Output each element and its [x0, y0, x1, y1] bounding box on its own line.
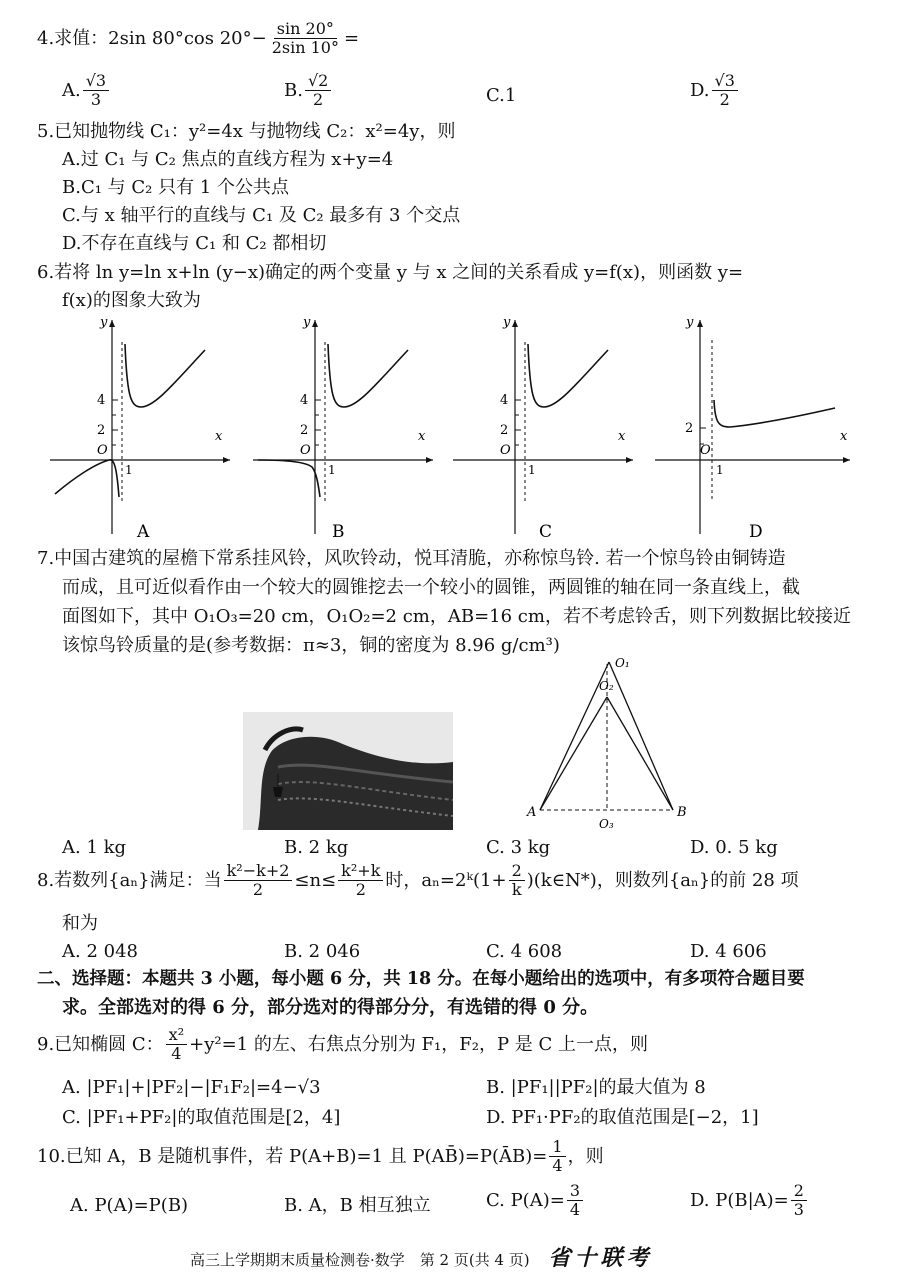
y-axis-arrow — [697, 320, 703, 327]
q4-option-b: B. $\frac{√2}{2}$ — [284, 72, 333, 110]
label-origin: O — [97, 443, 108, 458]
label-2: 2 — [97, 423, 106, 438]
label-1: 1 — [328, 463, 336, 477]
curve-left — [258, 460, 320, 497]
label-4: 4 — [500, 393, 509, 408]
label-a: A — [527, 805, 537, 820]
label-y: y — [686, 315, 694, 330]
curve-right — [125, 344, 205, 407]
q7-line2: 而成，且可近似看作由一个较大的圆锥挖去一个较小的圆锥，两圆锥的轴在同一条直线上，截 — [62, 577, 800, 598]
label-4: 4 — [300, 393, 309, 408]
section2-line2: 求。全部选对的得 6 分，部分选对的得部分分，有选错的得 0 分。 — [62, 997, 599, 1018]
q6-stem-line2: f(x)的图象大致为 — [62, 290, 201, 311]
label-2: 2 — [500, 423, 509, 438]
q8-option-d: D. 4 606 — [690, 941, 767, 962]
x-axis-arrow — [843, 457, 850, 463]
q7-option-d: D. 0. 5 kg — [690, 837, 778, 858]
q9-stem: 9.已知椭圆 C： $\frac{\text{x²}}{4}$ +y²=1 的左、右焦点分别为 F₁，F₂，P 是 C 上一点，则 — [37, 1025, 649, 1064]
x-axis-arrow — [426, 457, 433, 463]
eaves-photo — [243, 712, 453, 830]
q9-option-c: C. |PF₁+PF₂|的取值范围是[2，4] — [62, 1107, 341, 1128]
q10-option-d: D. P(B|A)= $\frac{2}{3}$ — [690, 1182, 809, 1220]
graph-label: B — [332, 522, 345, 542]
label-1: 1 — [716, 463, 724, 477]
x-axis-arrow — [223, 457, 230, 463]
q7-option-a: A. 1 kg — [62, 837, 127, 858]
q6-graph-c — [448, 312, 638, 542]
q6-graph-b — [248, 312, 438, 542]
label-4: 4 — [97, 393, 106, 408]
curve-right — [528, 344, 608, 407]
q9-option-b: B. |PF₁||PF₂|的最大值为 8 — [486, 1077, 706, 1098]
q9-option-d: D. PF₁·PF₂的取值范围是[−2，1] — [486, 1107, 759, 1128]
q4-stem-text: 4.求值：2sin 80°cos 20°− — [37, 27, 267, 49]
y-axis-arrow — [312, 320, 318, 327]
cone-diagram — [525, 652, 705, 832]
outer-right-edge — [609, 662, 673, 810]
q5-option-d: D.不存在直线与 C₁ 和 C₂ 都相切 — [62, 233, 327, 254]
footer-text: 高三上学期期末质量检测卷·数学 第 2 页(共 4 页) — [190, 1251, 530, 1269]
label-y: y — [503, 315, 511, 330]
q6-stem-line1: 6.若将 ln y=ln x+ln (y−x)确定的两个变量 y 与 x 之间的关系看成 y=f(x)，则函数 y= — [37, 262, 744, 283]
curve-right — [328, 344, 408, 407]
label-1: 1 — [125, 463, 133, 477]
q5-stem: 5.已知抛物线 C₁：y²=4x 与抛物线 C₂：x²=4y，则 — [37, 121, 456, 142]
y-axis-arrow — [512, 320, 518, 327]
q7-line3: 面图如下，其中 O₁O₃=20 cm，O₁O₂=2 cm，AB=16 cm，若不考虑铃舌，则下列数据比较接近 — [62, 606, 851, 627]
label-origin: O — [300, 443, 311, 458]
q5-option-b: B.C₁ 与 C₂ 只有 1 个公共点 — [62, 177, 289, 198]
q5-option-c: C.与 x 轴平行的直线与 C₁ 及 C₂ 最多有 3 个交点 — [62, 205, 461, 226]
section2-line1: 二、选择题：本题共 3 小题，每小题 6 分，共 18 分。在每小题给出的选项中，有多项符合题目要 — [37, 969, 805, 989]
q4-option-d: D. $\frac{√3}{2}$ — [690, 72, 740, 110]
label-y: y — [303, 315, 311, 330]
label-y: y — [100, 315, 108, 330]
x-axis-arrow — [626, 457, 633, 463]
q10-stem: 10.已知 A，B 是随机事件，若 P(A+B)=1 且 P(AB̄)=P(ĀB)= $\frac{1}{4}$ ，则 — [37, 1137, 604, 1176]
q8-line2: 和为 — [62, 913, 98, 934]
curve-right — [714, 400, 835, 427]
label-o2: O₂ — [599, 679, 614, 693]
q6-graph-d — [650, 312, 855, 542]
label-o3: O₃ — [599, 817, 614, 831]
y-axis-arrow — [109, 320, 115, 327]
label-x: x — [618, 429, 626, 444]
label-1: 1 — [528, 463, 536, 477]
q10-option-b: B. A，B 相互独立 — [284, 1195, 431, 1216]
q5-option-a: A.过 C₁ 与 C₂ 焦点的直线方程为 x+y=4 — [62, 149, 394, 170]
q7-line1: 7.中国古建筑的屋檐下常系挂风铃，风吹铃动，悦耳清脆，亦称惊鸟铃. 若一个惊鸟铃由铜铸造 — [37, 548, 786, 569]
label-origin: O — [500, 443, 511, 458]
q8-option-a: A. 2 048 — [62, 941, 138, 962]
graph-label: C — [539, 522, 553, 542]
q4-fraction: $\frac{\sin 20^\circ}{2\sin 10^\circ}$ — [271, 19, 339, 58]
q4-stem: 4.求值：2sin 80°cos 20°− $\frac{\sin 20^\circ}{2\sin 10^\circ}$ = — [37, 19, 360, 58]
q6-graph-a — [45, 312, 235, 542]
label-x: x — [840, 429, 848, 444]
q4-option-a: A. $\frac{√3}{3}$ — [62, 72, 111, 110]
q10-option-c: C. P(A)= $\frac{3}{4}$ — [486, 1182, 585, 1220]
q4-option-c: C.1 — [486, 85, 517, 106]
q7-option-c: C. 3 kg — [486, 837, 551, 858]
inner-left-edge — [540, 697, 607, 810]
q9-option-a: A. |PF₁|+|PF₂|−|F₁F₂|=4−√3 — [62, 1077, 321, 1098]
q7-line4: 该惊鸟铃质量的是(参考数据：π≈3，铜的密度为 8.96 g/cm³) — [62, 635, 560, 656]
q8-stem: 8.若数列{aₙ}满足：当 $\frac{\text{k²−k+2}}{2}$ ≤n≤ $\frac{\text{k²+k}}{2}$ 时，aₙ=2ᵏ(1+ $\frac{2}{k}$ )(k∈N*)，则数列{aₙ}的前 28 项 — [37, 861, 799, 900]
graph-label: A — [137, 522, 150, 542]
label-o1: O₁ — [615, 656, 630, 670]
footer-brand: 省十联考 — [548, 1245, 653, 1271]
footer — [190, 1244, 652, 1273]
label-2: 2 — [300, 423, 309, 438]
label-origin: O — [700, 443, 711, 458]
graph-label: D — [749, 522, 763, 542]
label-b: B — [677, 805, 687, 820]
q7-option-b: B. 2 kg — [284, 837, 349, 858]
label-2: 2 — [685, 421, 694, 436]
label-x: x — [418, 429, 426, 444]
q8-option-c: C. 4 608 — [486, 941, 563, 962]
curve-left — [55, 460, 119, 497]
q8-option-b: B. 2 046 — [284, 941, 361, 962]
inner-right-edge — [607, 697, 673, 810]
q10-option-a: A. P(A)=P(B) — [70, 1195, 189, 1216]
label-x: x — [215, 429, 223, 444]
